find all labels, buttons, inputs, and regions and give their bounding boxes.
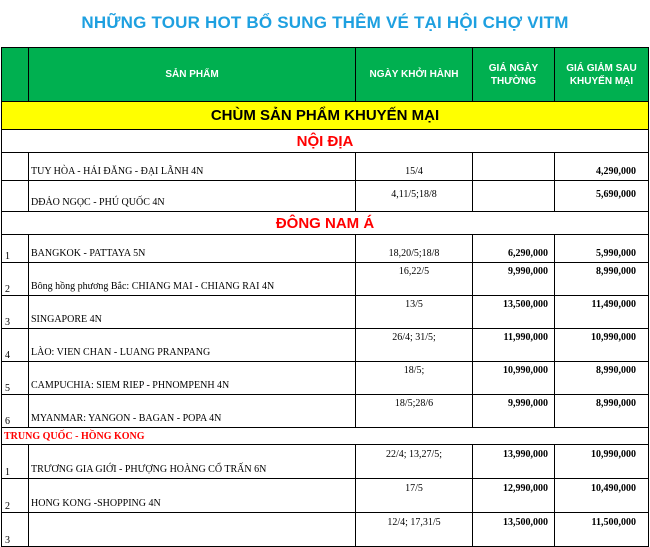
table-row xyxy=(2,296,649,329)
row-regular-price: 13,500,000 xyxy=(473,513,555,547)
page-title: NHỮNG TOUR HOT BỔ SUNG THÊM VÉ TẠI HỘI CHỢ VITM xyxy=(81,13,569,32)
row-product: BANGKOK - PATTAYA 5N xyxy=(29,235,356,263)
row-date: 18/5;28/6 xyxy=(356,395,473,428)
row-num: 3 xyxy=(2,296,29,329)
row-date: 15/4 xyxy=(356,153,473,181)
table-row xyxy=(2,329,649,362)
promo-section-row xyxy=(2,102,649,130)
domestic-section-row xyxy=(2,130,649,153)
row-num xyxy=(2,153,29,181)
row-date: 4,11/5;18/8 xyxy=(356,181,473,212)
row-product xyxy=(29,513,356,547)
row-regular-price: 9,990,000 xyxy=(473,263,555,296)
table-row xyxy=(2,263,649,296)
table-row xyxy=(2,181,649,212)
row-date: 18/5; xyxy=(356,362,473,395)
row-num: 2 xyxy=(2,479,29,513)
row-date: 12/4; 17,31/5 xyxy=(356,513,473,547)
tour-price-table xyxy=(1,47,649,547)
row-regular-price: 11,990,000 xyxy=(473,329,555,362)
row-num xyxy=(2,181,29,212)
row-num: 2 xyxy=(2,263,29,296)
table-header-row xyxy=(2,48,649,102)
header-num xyxy=(2,48,29,102)
row-regular-price: 13,500,000 xyxy=(473,296,555,329)
row-date: 16,22/5 xyxy=(356,263,473,296)
row-num: 5 xyxy=(2,362,29,395)
row-product: TUY HÒA - HẢI ĐĂNG - ĐẠI LÃNH 4N xyxy=(29,153,356,181)
row-regular-price: 13,990,000 xyxy=(473,445,555,479)
header-promo-price: GIÁ GIẢM SAU KHUYẾN MẠI xyxy=(555,48,649,102)
row-product: TRƯƠNG GIA GIỚI - PHƯỢNG HOÀNG CỔ TRẤN 6N xyxy=(29,445,356,479)
china-hk-section-row xyxy=(2,428,649,445)
row-promo-price: 4,290,000 xyxy=(555,153,649,181)
row-regular-price xyxy=(473,181,555,212)
row-product: Bông hồng phương Bắc: CHIANG MAI - CHIANG RAI 4N xyxy=(29,263,356,296)
row-date: 22/4; 13,27/5; xyxy=(356,445,473,479)
row-promo-price: 8,990,000 xyxy=(555,395,649,428)
row-product: DĐẢO NGỌC - PHÚ QUỐC 4N xyxy=(29,181,356,212)
row-date: 17/5 xyxy=(356,479,473,513)
china-hk-section-title: TRUNG QUỐC - HỒNG KONG xyxy=(2,428,649,445)
southeast-asia-section-row xyxy=(2,212,649,235)
row-regular-price: 6,290,000 xyxy=(473,235,555,263)
row-promo-price: 11,490,000 xyxy=(555,296,649,329)
row-num: 6 xyxy=(2,395,29,428)
row-promo-price: 8,990,000 xyxy=(555,362,649,395)
domestic-section-title: NỘI ĐỊA xyxy=(2,130,649,153)
table-row xyxy=(2,235,649,263)
table-row xyxy=(2,153,649,181)
table-row xyxy=(2,445,649,479)
row-promo-price: 10,990,000 xyxy=(555,445,649,479)
row-product: SINGAPORE 4N xyxy=(29,296,356,329)
southeast-asia-section-title: ĐÔNG NAM Á xyxy=(2,212,649,235)
row-date: 26/4; 31/5; xyxy=(356,329,473,362)
header-departure: NGÀY KHỞI HÀNH xyxy=(356,48,473,102)
table-row xyxy=(2,479,649,513)
row-regular-price: 12,990,000 xyxy=(473,479,555,513)
row-product: MYANMAR: YANGON - BAGAN - POPA 4N xyxy=(29,395,356,428)
row-num: 1 xyxy=(2,445,29,479)
row-promo-price: 10,990,000 xyxy=(555,329,649,362)
row-promo-price: 11,500,000 xyxy=(555,513,649,547)
row-num: 4 xyxy=(2,329,29,362)
row-promo-price: 5,990,000 xyxy=(555,235,649,263)
row-product: CAMPUCHIA: SIEM RIEP - PHNOMPENH 4N xyxy=(29,362,356,395)
row-regular-price xyxy=(473,153,555,181)
header-regular-price: GIÁ NGÀY THƯỜNG xyxy=(473,48,555,102)
header-product: SẢN PHẨM xyxy=(29,48,356,102)
row-date: 13/5 xyxy=(356,296,473,329)
row-promo-price: 5,690,000 xyxy=(555,181,649,212)
table-row xyxy=(2,362,649,395)
row-num: 3 xyxy=(2,513,29,547)
row-promo-price: 8,990,000 xyxy=(555,263,649,296)
row-regular-price: 9,990,000 xyxy=(473,395,555,428)
row-date: 18,20/5;18/8 xyxy=(356,235,473,263)
row-promo-price: 10,490,000 xyxy=(555,479,649,513)
row-num: 1 xyxy=(2,235,29,263)
row-product: LÀO: VIEN CHAN - LUANG PRANPANG xyxy=(29,329,356,362)
row-regular-price: 10,990,000 xyxy=(473,362,555,395)
table-row xyxy=(2,395,649,428)
promo-section-title: CHÙM SẢN PHẨM KHUYẾN MẠI xyxy=(2,102,649,130)
table-row xyxy=(2,513,649,547)
row-product: HONG KONG -SHOPPING 4N xyxy=(29,479,356,513)
